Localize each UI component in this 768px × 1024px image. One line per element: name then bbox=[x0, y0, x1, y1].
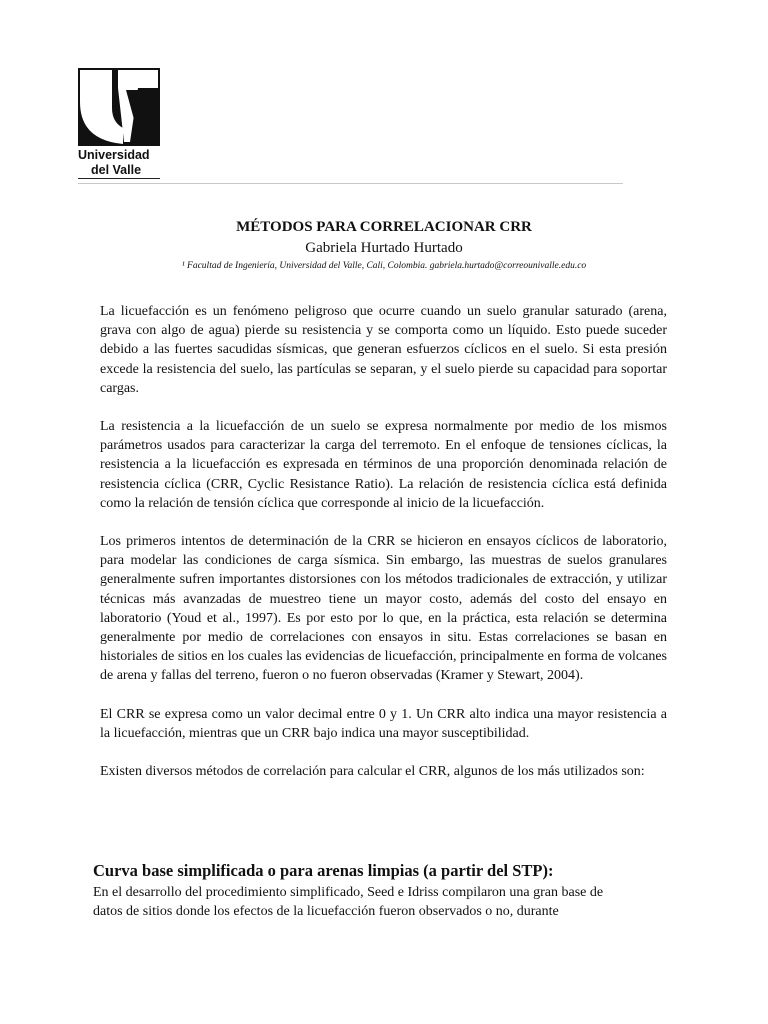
paragraph-1: La licuefacción es un fenómeno peligroso que ocurre cuando un suelo granular saturado (arena, grava con algo de agua) pierde su resistencia y se comporta como un líquido. Esto puede suceder debido a las fuertes sacudidas sísmicas, que generan esfuerzos cíclicos en el suelo. Si esta presión excede la resistencia del suelo, las partículas se separan, y el suelo pierde su capacidad para soportar cargas. bbox=[100, 304, 667, 396]
section-line-1: En el desarrollo del procedimiento simplificado, Seed e Idriss compilaron una gran base de bbox=[93, 885, 604, 900]
paragraph-2: La resistencia a la licuefacción de un suelo se expresa normalmente por medio de los mismos parámetros usados para caracterizar la carga del terremoto. En el enfoque de tensiones cíclicas, la resistencia a la licuefacción es expresada en términos de una proporción denominada relación de resistencia cíclica (CRR, Cyclic Resistance Ratio). La relación de resistencia cíclica está definida como la relación de tensión cíclica que corresponde al inicio de la licuefacción. bbox=[100, 419, 667, 511]
univalle-emblem-icon bbox=[78, 68, 160, 146]
paragraph-5: Existen diversos métodos de correlación para calcular el CRR, algunos de los más utilizados son: bbox=[100, 764, 645, 780]
section-paragraph bbox=[93, 883, 673, 921]
logo-underline bbox=[78, 178, 160, 179]
university-name bbox=[78, 148, 160, 178]
university-name-line2: del Valle bbox=[91, 163, 142, 177]
university-logo bbox=[78, 68, 160, 180]
document-author: Gabriela Hurtado Hurtado bbox=[305, 240, 463, 256]
document-title: MÉTODOS PARA CORRELACIONAR CRR bbox=[236, 219, 532, 235]
paragraph-4: El CRR se expresa como un valor decimal entre 0 y 1. Un CRR alto indica una mayor resistencia a la licuefacción, mientras que un CRR bajo indica una mayor susceptibilidad. bbox=[100, 706, 667, 741]
header-divider bbox=[78, 183, 623, 184]
document-body bbox=[100, 302, 667, 800]
author-affiliation: ¹ Facultad de Ingeniería, Universidad del Valle, Cali, Colombia. gabriela.hurtado@correounivalle.edu.co bbox=[181, 261, 587, 271]
paragraph-3: Los primeros intentos de determinación de la CRR se hicieron en ensayos cíclicos de laboratorio, para modelar las condiciones de carga sísmica. Sin embargo, las muestras de suelos granulares generalmente sufren importantes distorsiones con los métodos tradicionales de extracción, y utilizar técnicas más avanzadas de muestreo tiene un mayor costo, además del costo del ensayo en laboratorio (Youd et al., 1997). Es por esto por lo que, en la práctica, esta relación se determina generalmente por medio de correlaciones con ensayos in situ. Estas correlaciones se basan en historiales de sitios en los cuales las evidencias de licuefacción, principalmente en forma de volcanes de arena y fallas del terreno, fueron o no fueron observadas (Kramer y Stewart, 2004). bbox=[100, 534, 667, 684]
section-heading: Curva base simplificada o para arenas limpias (a partir del STP): bbox=[93, 861, 554, 880]
section-line-2: datos de sitios donde los efectos de la licuefacción fueron observados o no, durante bbox=[93, 904, 559, 920]
university-name-line1: Universidad bbox=[78, 148, 150, 162]
